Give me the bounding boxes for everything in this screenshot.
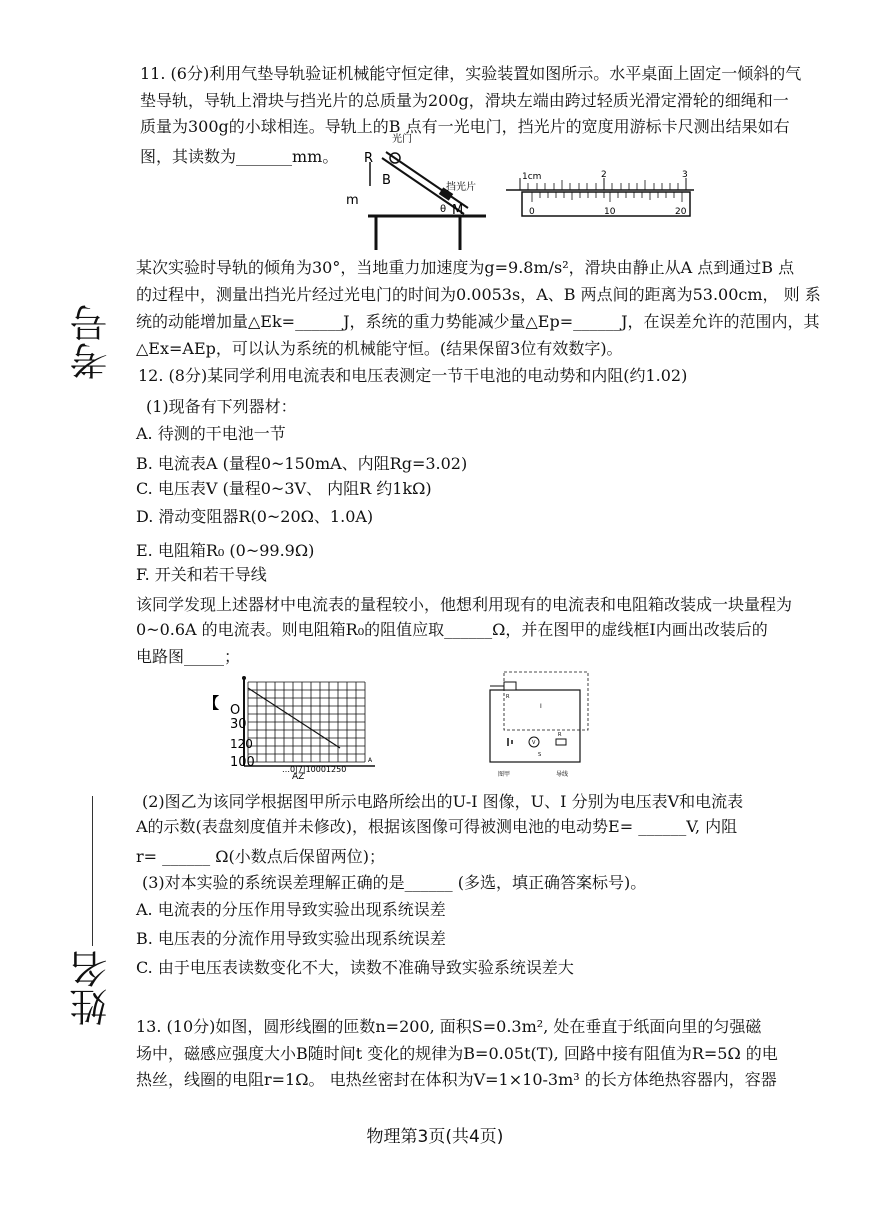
graph-y-label-120: 120 xyxy=(230,737,253,751)
q11-line-7: 统的动能增加量△Ek=______J，系统的重力势能减少量△Ep=______J，在误差允许的范围内，其 xyxy=(136,312,820,331)
circuit-wire-label: 导线 xyxy=(556,771,569,778)
q12-part2-line-3: r= ______ Ω(小数点后保留两位)； xyxy=(136,847,385,866)
q11-line-8: △Ex=AEp，可以认为系统的机械能守恒。(结果保留3位有效数字)。 xyxy=(136,339,623,358)
q13-line-1: 13. (10分)如图，圆形线圈的匝数n=200, 面积S=0.3m², 处在垂直于纸面向里的匀强磁 xyxy=(136,1017,762,1036)
option-a: A. 待测的干电池一节 xyxy=(136,424,286,443)
q12-paragraph-1: 该同学发现上述器材中电流表的量程较小，他想利用现有的电流表和电阻箱改装成一块量程为 xyxy=(136,595,793,614)
q12-line-1: 12. (8分)某同学利用电流表和电压表测定一节干电池的电动势和内阻(约1.02) xyxy=(138,366,688,385)
q13-line-3: 热丝，线圈的电阻r=1Ω。 电热丝密封在体积为V=1×10-3m³ 的长方体绝热容器内，容器 xyxy=(136,1070,777,1089)
option-e: E. 电阻箱R₀ (0~99.9Ω) xyxy=(136,541,315,560)
option-d: D. 滑动变阻器R(0~20Ω、1.0A) xyxy=(136,507,374,526)
q11-line-5: 某次实验时导轨的倾角为30°，当地重力加速度为g=9.8m/s²，滑块由静止从A 点到通过B 点 xyxy=(136,258,795,277)
q12-part3-question: (3)对本实验的系统误差理解正确的是______ (多选，填正确答案标号)。 xyxy=(142,873,647,892)
caliper-cm-label: 1cm xyxy=(522,172,542,182)
air-track-figure xyxy=(340,128,500,250)
circuit-v-label: V xyxy=(532,740,536,746)
name-label: 姓名 xyxy=(70,950,114,1026)
option-f: F. 开关和若干导线 xyxy=(136,565,267,584)
vernier-20-label: 20 xyxy=(675,207,687,217)
circuit-caption: 图甲 xyxy=(498,771,511,778)
circuit-r-label: R xyxy=(506,694,510,700)
q12-part3-option-b: B. 电压表的分流作用导致实验出现系统误差 xyxy=(136,929,446,948)
q11-line-3: 质量为300g的小球相连。导轨上的B 点有一光电门，挡光片的宽度用游标卡尺测出结果如右 xyxy=(140,117,790,136)
q12-part2-line-1: (2)图乙为该同学根据图甲所示电路所绘出的U-I 图像，U、I 分别为电压表V和电流表 xyxy=(142,792,744,811)
point-b-label: B xyxy=(382,173,391,188)
side-divider-line xyxy=(92,796,93,946)
exam-number-label: 考号 xyxy=(70,304,114,380)
flag-label: 挡光片 xyxy=(446,182,476,193)
vernier-10-label: 10 xyxy=(604,207,616,217)
option-b: B. 电流表A (量程0~150mA、内阻Rg=3.02) xyxy=(136,454,468,473)
circuit-figure xyxy=(478,664,598,784)
slider-label: M xyxy=(452,203,464,218)
page-footer: 物理第3页(共4页) xyxy=(366,1127,504,1147)
q12-part3-option-a: A. 电流表的分压作用导致实验出现系统误差 xyxy=(136,900,446,919)
graph-x-ticks: …0|7|10001250 xyxy=(282,765,347,774)
u-i-graph-figure xyxy=(200,668,380,780)
q13-line-2: 场中，磁感应强度大小B随时间t 变化的规律为B=0.05t(T), 回路中接有阻值为R=5Ω 的电 xyxy=(136,1044,778,1063)
q12-line-2: (1)现备有下列器材： xyxy=(146,397,297,416)
q11-line-2: 垫导轨，导轨上滑块与挡光片的总质量为200g，滑块左端由跨过轻质光滑定滑轮的细绳和一 xyxy=(140,91,789,110)
vernier-caliper-figure xyxy=(500,168,700,220)
q12-paragraph-2: 0~0.6A 的电流表。则电阻箱R₀的阻值应取______Ω，并在图甲的虚线框I内画出改装后的 xyxy=(136,620,768,639)
pulley-label: R xyxy=(364,151,374,166)
gate-label: 光门 xyxy=(392,134,412,145)
ball-label: m xyxy=(346,193,359,208)
caliper-2-label: 2 xyxy=(601,170,607,180)
option-c: C. 电压表V (量程0~3V、 内阻R 约1kΩ) xyxy=(136,479,432,498)
graph-y-label-100: 100 xyxy=(230,755,255,770)
q12-part3-option-c: C. 由于电压表读数变化不大，读数不准确导致实验系统误差大 xyxy=(136,958,574,977)
caliper-3-label: 3 xyxy=(682,170,688,180)
q12-paragraph-3: 电路图_____； xyxy=(136,647,241,666)
graph-axis-label: A xyxy=(368,757,373,764)
q11-line-6: 的过程中，测量出挡光片经过光电门的时间为0.0053s，A、B 两点间的距离为53.00cm， 则 系 xyxy=(136,285,821,304)
circuit-ro-label: R xyxy=(558,732,562,738)
q11-line-1: 11. (6分)利用气垫导轨验证机械能守恒定律，实验装置如图所示。水平桌面上固定一倾斜的气 xyxy=(140,64,802,83)
angle-label: θ xyxy=(440,204,447,215)
graph-bracket: 【 xyxy=(204,694,220,712)
q12-part2-line-2: A的示数(表盘刻度值并未修改)，根据该图像可得被测电池的电动势E= ______V, 内阻 xyxy=(136,817,738,836)
graph-x-label: AZ xyxy=(292,772,305,780)
vernier-0-label: 0 xyxy=(529,207,535,217)
circuit-i-label: I xyxy=(540,703,542,710)
q11-line-4: 图，其读数为_______mm。 xyxy=(140,147,339,166)
circuit-s-label: S xyxy=(538,752,542,758)
graph-y-label-o: O xyxy=(230,703,241,718)
graph-y-label-30: 30 xyxy=(230,717,247,732)
